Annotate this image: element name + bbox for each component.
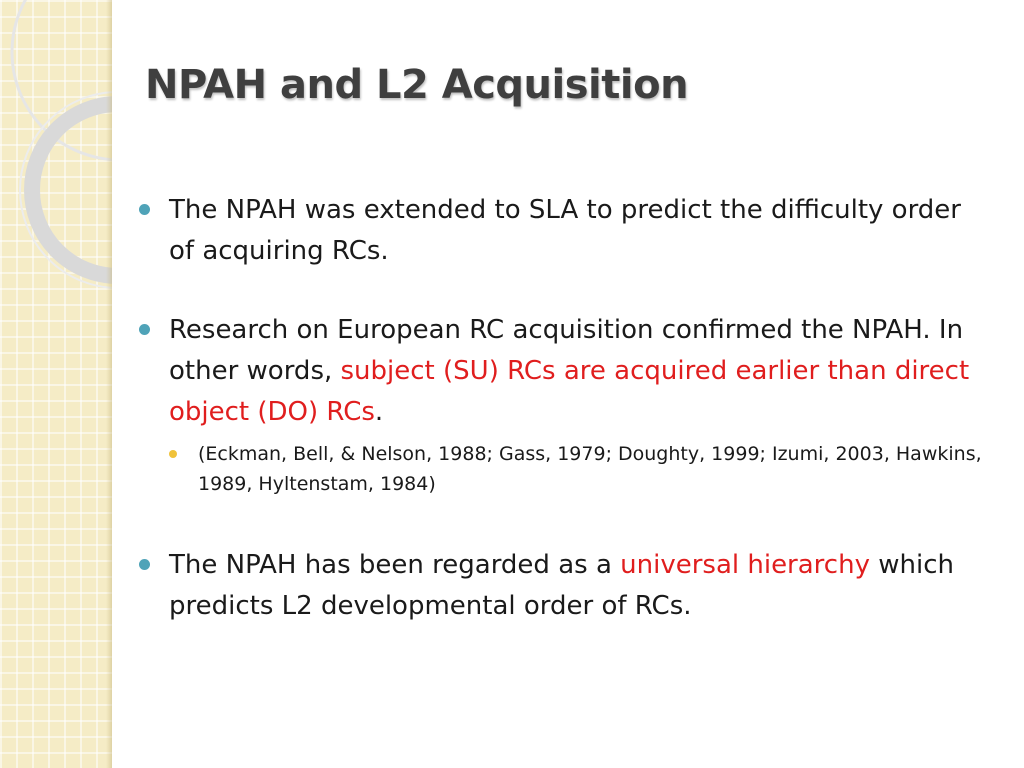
bullet-highlight-text: universal hierarchy bbox=[620, 550, 870, 580]
slide-content bbox=[135, 190, 985, 627]
bullet-item-2 bbox=[135, 310, 985, 433]
bullet-text: The NPAH was extended to SLA to predict the difficulty order of acquiring RCs. bbox=[169, 195, 961, 266]
bullet-text: Research on European RC acquisition confirmed the NPAH. In other words, bbox=[169, 315, 964, 386]
bullet-marker bbox=[139, 559, 150, 570]
bullet-highlight-text: subject (SU) RCs are acquired earlier than direct object (DO) RCs bbox=[169, 356, 970, 427]
bullet-text-end: . bbox=[374, 397, 384, 427]
bullet-text-end: which predicts L2 developmental order of RCs. bbox=[169, 550, 954, 621]
bullet-item-1 bbox=[135, 190, 985, 272]
bullet-marker bbox=[139, 324, 150, 335]
sub-bullet-text: (Eckman, Bell, & Nelson, 1988; Gass, 1979; Doughty, 1999; Izumi, 2003, Hawkins, 1989, Hyltenstam, 1984) bbox=[198, 443, 982, 495]
bullet-marker bbox=[139, 204, 150, 215]
decorative-circles bbox=[0, 0, 112, 768]
slide-title: NPAH and L2 Acquisition bbox=[145, 62, 689, 108]
bullet-text: The NPAH has been regarded as a bbox=[169, 550, 621, 580]
sub-bullet-marker bbox=[169, 450, 177, 458]
decorative-side-panel bbox=[0, 0, 112, 768]
bullet-item-3 bbox=[135, 545, 985, 627]
sub-bullet-citations bbox=[135, 439, 985, 499]
